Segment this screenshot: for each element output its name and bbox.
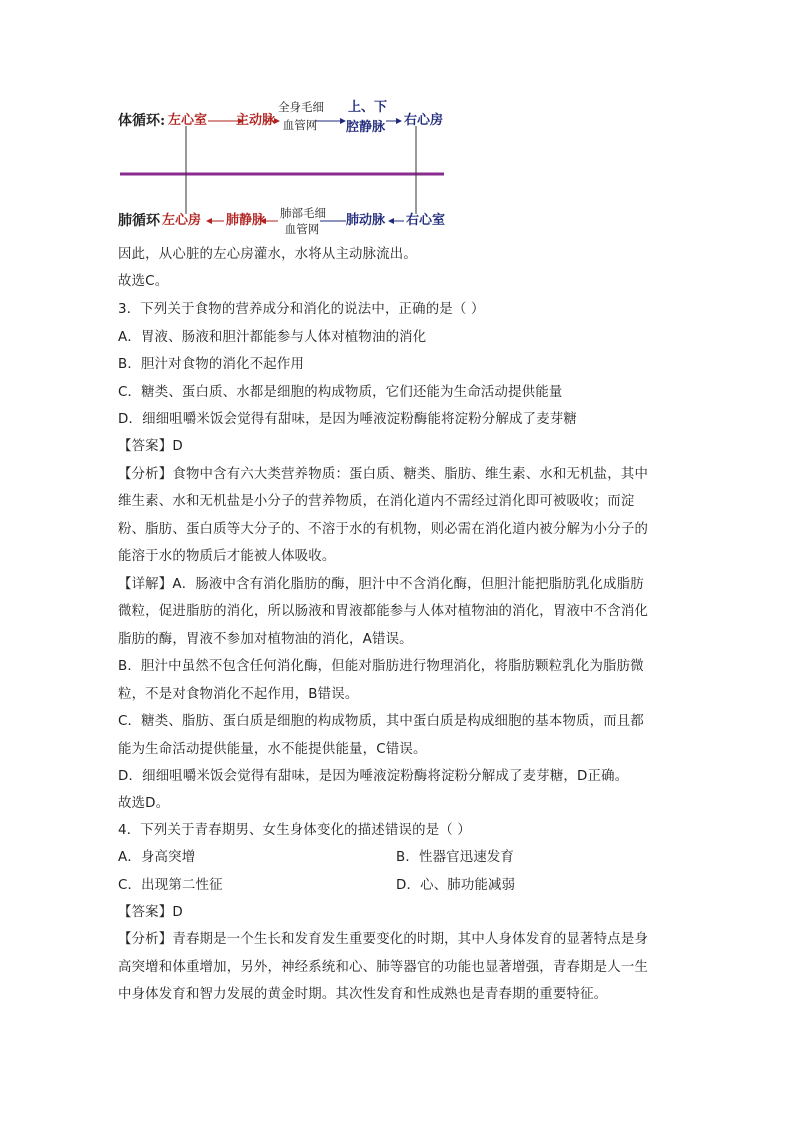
detail-line: 微粒，促进脂肪的消化，所以肠液和胃液都能参与人体对植物油的消化，胃液中不含消化 — [118, 604, 649, 619]
left-atrium-label: 左心房 — [162, 213, 202, 228]
detail-line: 脂肪的酶，胃液不参加对植物油的消化，A错误。 — [118, 632, 413, 647]
arrow-vc-ra-head — [396, 118, 402, 124]
detail-line: 能为生命活动提供能量，水不能提供能量，C错误。 — [118, 742, 427, 757]
pulmonary-circulation-label: 肺循环 — [118, 213, 160, 229]
detail-line: 粒，不是对食物消化不起作用，B错误。 — [118, 687, 359, 702]
analysis-line: 中身体发育和智力发展的黄金时期。其次性发育和性成熟也是青春期的重要特征。 — [118, 987, 608, 1002]
analysis-line: 【分析】青春期是一个生长和发育发生重要变化的时期，其中人身体发育的显著特点是身 — [118, 932, 649, 947]
analysis-line: 粉、脂肪、蛋白质等大分子的、不溶于水的有机物，则必需在消化道内被分解为小分子的 — [118, 522, 649, 537]
pulmonary-artery-label: 肺动脉 — [346, 213, 386, 228]
analysis-line: 【分析】食物中含有六大类营养物质：蛋白质、糖类、脂肪、维生素、水和无机盐，其中 — [118, 467, 649, 482]
detail-line: 【详解】A．肠液中含有消化脂肪的酶，胆汁中不含消化酶，但胆汁能把脂肪乳化成脂肪 — [118, 577, 644, 592]
text-line: 因此，从心脏的左心房灌水，水将从主动脉流出。 — [118, 247, 417, 262]
arrow-pv-la-head — [206, 218, 212, 224]
arrow-rv-pa-head — [388, 218, 394, 224]
question-4-option-a: A．身高突增 — [118, 850, 196, 865]
question-4-option-c: C．出现第二性征 — [118, 878, 223, 893]
blood-circulation-diagram — [118, 96, 448, 238]
right-ventricle-label: 右心室 — [406, 213, 446, 228]
text-line: 故选C。 — [118, 274, 169, 289]
vena-cava-label-2: 腔静脉 — [346, 120, 386, 135]
question-3-option-b: B．胆汁对食物的消化不起作用 — [118, 357, 305, 372]
pulmonary-vein-label: 肺静脉 — [226, 213, 266, 228]
question-3-stem: 3．下列关于食物的营养成分和消化的说法中，正确的是（ ） — [118, 302, 485, 317]
analysis-line: 高突增和体重增加，另外，神经系统和心、肺等器官的功能也显著增强，青春期是人一生 — [118, 960, 649, 975]
question-3-option-d: D．细细咀嚼米饭会觉得有甜味，是因为唾液淀粉酶能将淀粉分解成了麦芽糖 — [118, 412, 577, 427]
pulmonary-capillary-label-2: 血管网 — [284, 222, 320, 236]
analysis-line: 维生素、水和无机盐是小分子的营养物质，在消化道内不需经过消化即可被吸收；而淀 — [118, 494, 635, 509]
systemic-capillary-label-1: 全身毛细 — [278, 100, 324, 114]
text-line: 故选D。 — [118, 796, 170, 811]
aorta-label: 主动脉 — [236, 113, 276, 128]
answer-label: 【答案】D — [118, 439, 183, 454]
left-ventricle-label: 左心室 — [168, 113, 208, 128]
analysis-line: 能溶于水的物质后才能被人体吸收。 — [118, 549, 336, 564]
question-4-option-d: D．心、肺功能减弱 — [396, 878, 516, 893]
detail-line: C．糖类、脂肪、蛋白质是细胞的构成物质，其中蛋白质是构成细胞的基本物质，而且都 — [118, 714, 644, 729]
question-3-option-c: C．糖类、蛋白质、水都是细胞的构成物质，它们还能为生命活动提供能量 — [118, 385, 563, 400]
right-atrium-label: 右心房 — [404, 113, 444, 128]
pulmonary-capillary-label-1: 肺部毛细 — [280, 206, 326, 220]
systemic-circulation-label: 体循环: — [118, 113, 166, 129]
systemic-capillary-label-2: 血管网 — [282, 118, 318, 132]
detail-line: D．细细咀嚼米饭会觉得有甜味，是因为唾液淀粉酶将淀粉分解成了麦芽糖，D正确。 — [118, 769, 629, 784]
question-3-option-a: A．胃液、肠液和胆汁都能参与人体对植物油的消化 — [118, 330, 427, 345]
question-4-stem: 4．下列关于青春期男、女生身体变化的描述错误的是（ ） — [118, 823, 471, 838]
vena-cava-label-1: 上、下 — [348, 100, 388, 115]
detail-line: B．胆汁中虽然不包含任何消化酶，但能对脂肪进行物理消化，将脂肪颗粒乳化为脂肪微 — [118, 659, 644, 674]
answer-label: 【答案】D — [118, 905, 183, 920]
question-4-option-b: B．性器官迅速发育 — [396, 850, 515, 865]
